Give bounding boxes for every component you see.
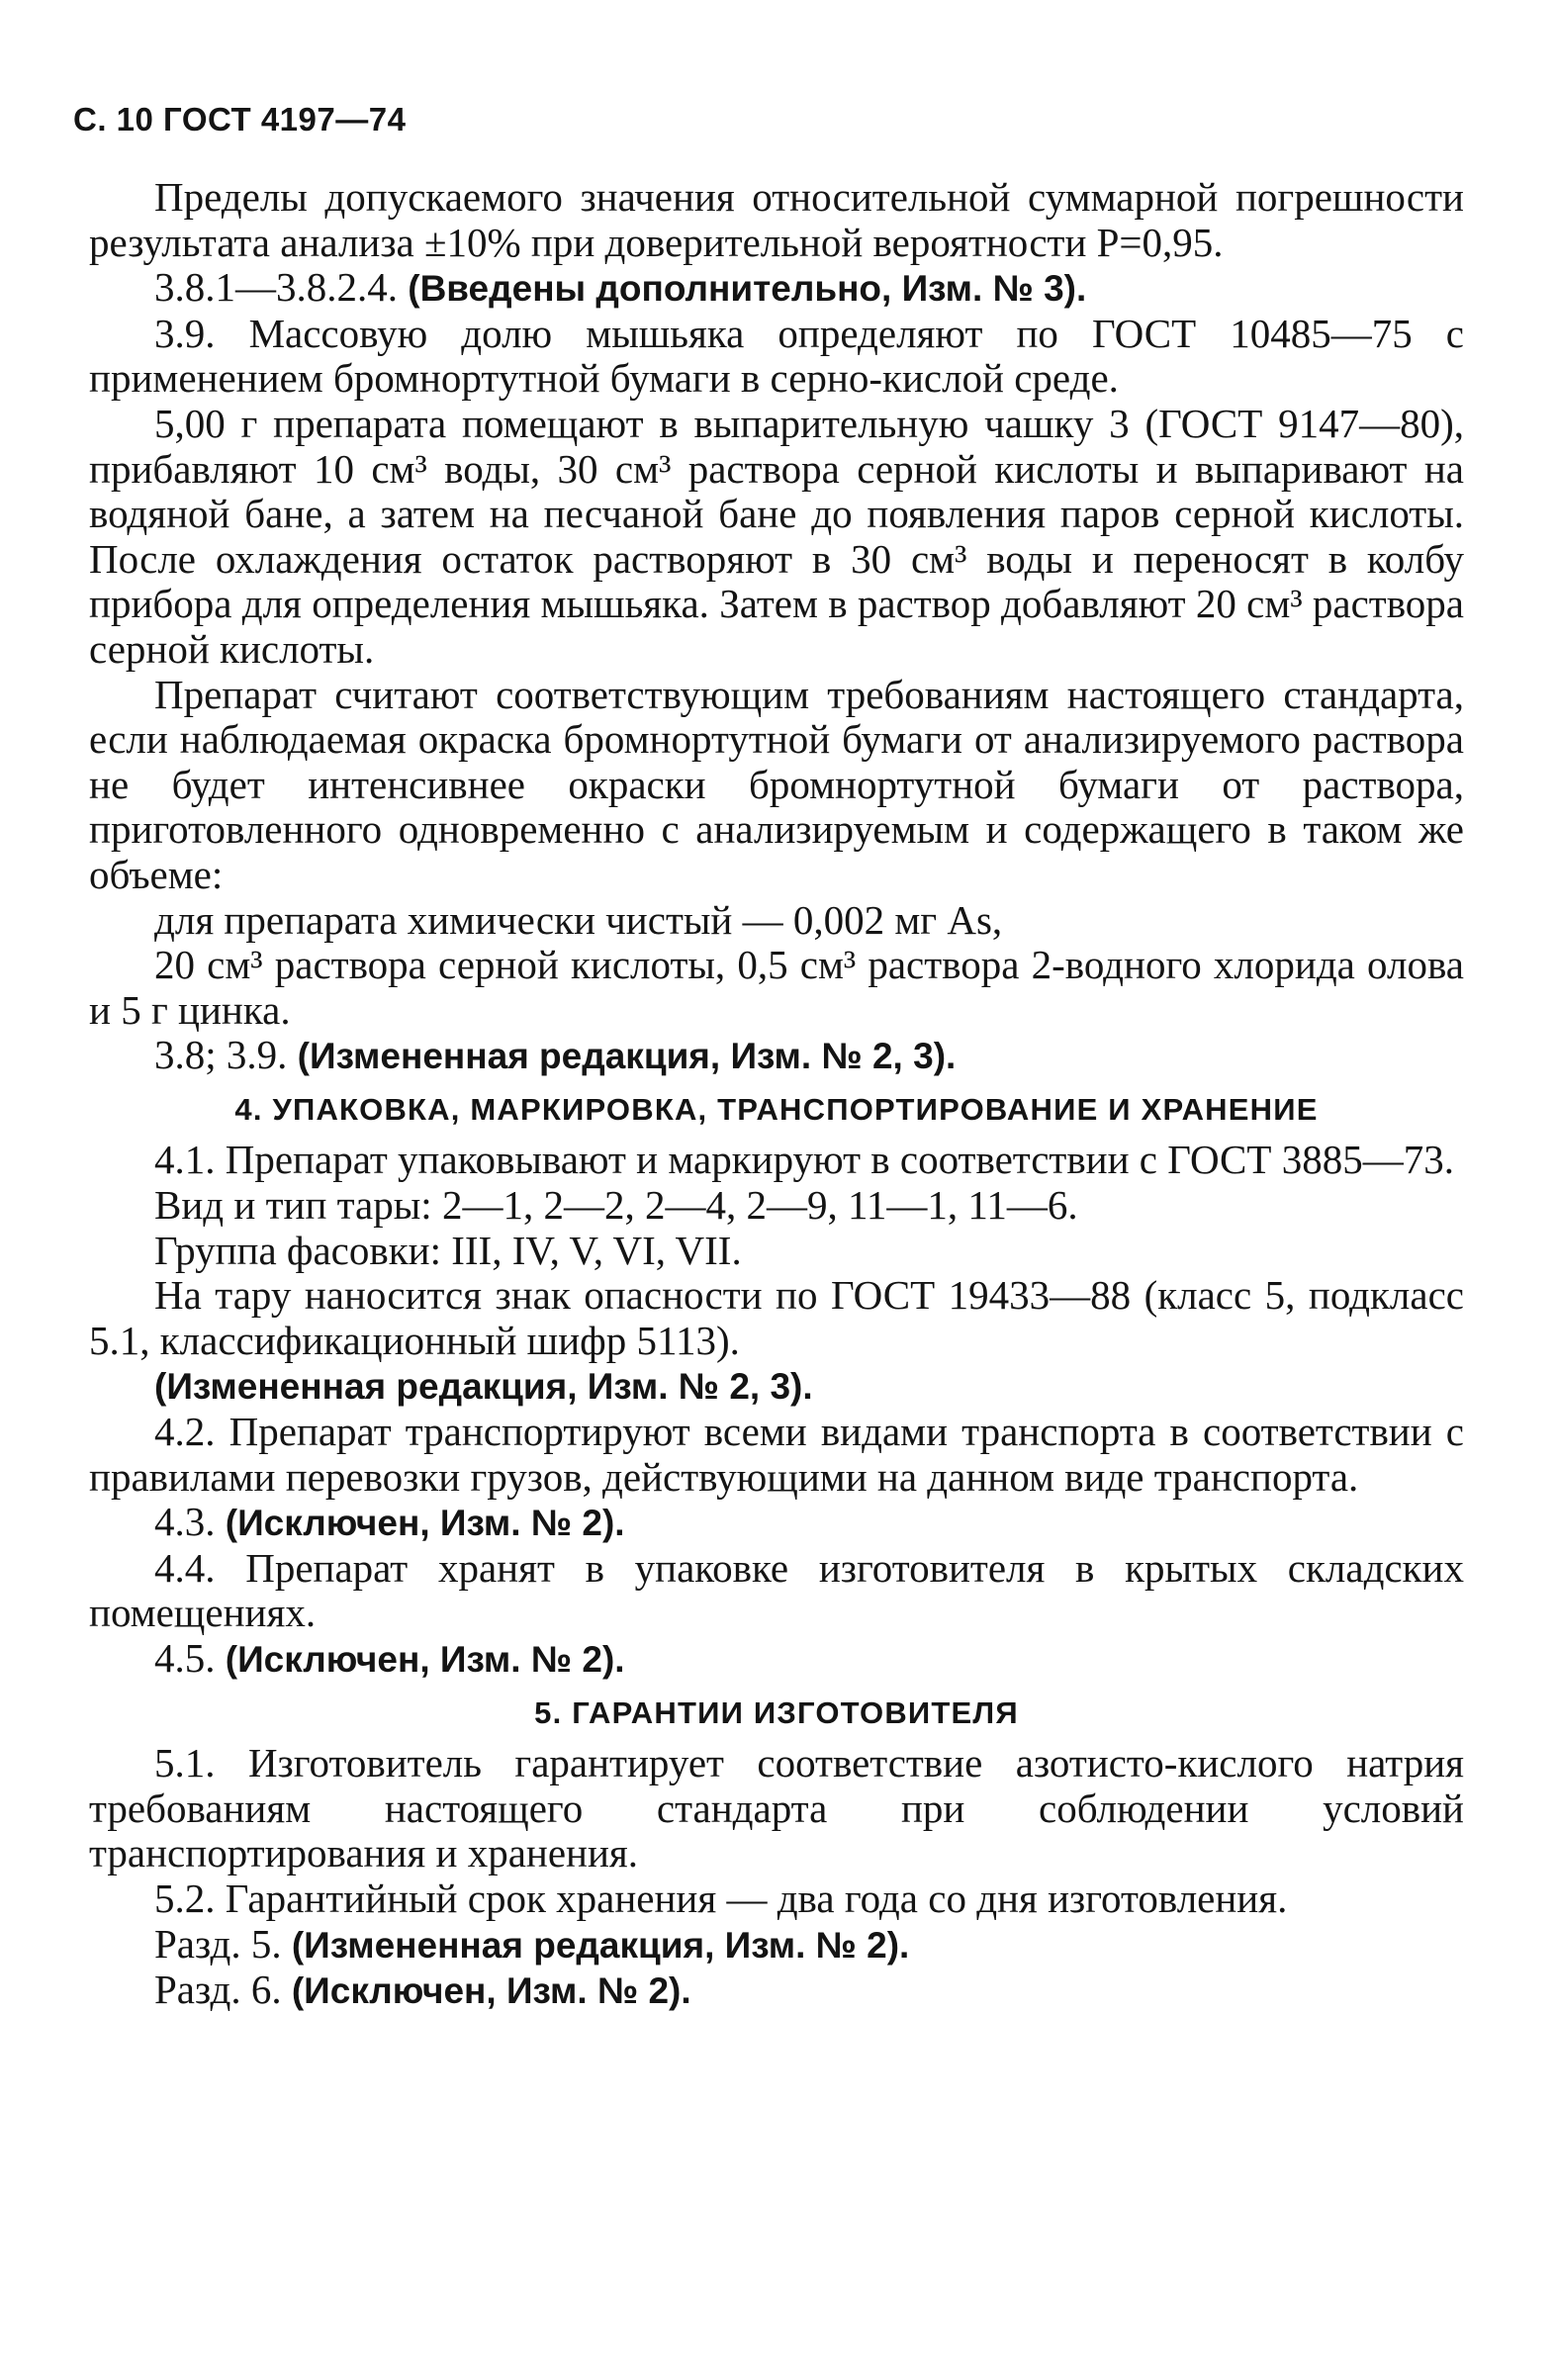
paragraph-introduced-note bbox=[89, 265, 1464, 312]
paragraph-arsenic-method: 3.9. Массовую долю мышьяка определяют по ГОСТ 10485—75 с применением бромнортутной бумаги в серно-кислой среде. bbox=[89, 310, 1464, 402]
paragraph-arsenic-limit: для препарата химически чистый — 0,002 мг As, bbox=[154, 896, 1003, 943]
paragraph-5-2: 5.2. Гарантийный срок хранения — два года со дня изготовления. bbox=[154, 1875, 1288, 1921]
paragraph-4-2: 4.2. Препарат транспортируют всеми видами транспорта в соответствии с правилами перевозки грузов, действующими на данном виде транспорта. bbox=[89, 1409, 1464, 1500]
clause-number: Разд. 5. bbox=[154, 1920, 292, 1967]
paragraph-revised-note bbox=[89, 1033, 1464, 1079]
clause-number: 4.5. bbox=[154, 1635, 226, 1681]
amendment-note: (Исключен, Изм. № 2). bbox=[225, 1639, 625, 1680]
paragraph-5-1: 5.1. Изготовитель гарантирует соответствие азотисто-кислого натрия требованиям настоящего стандарта при соблюдении условий транспортирования и хранения. bbox=[89, 1740, 1464, 1877]
amendment-note: (Измененная редакция, Изм. № 2). bbox=[291, 1924, 910, 1966]
page-header: С. 10 ГОСТ 4197—74 bbox=[73, 101, 407, 137]
paragraph-error-limits: Пределы допускаемого значения относительной суммарной погрешности результата анализа ±10% при доверительной вероятности Р=0,95. bbox=[89, 174, 1464, 265]
amendment-note: (Измененная редакция, Изм. № 2, 3). bbox=[297, 1036, 957, 1077]
document-body bbox=[89, 175, 1464, 2014]
paragraph-compliance-criteria: Препарат считают соответствующим требованиям настоящего стандарта, если наблюдаемая окраска бромнортутной бумаги от анализируемого раствора не будет интенсивнее окраски бромнортутной бумаги от раствора, приготовленного одновременно с анализируемым и содержащего в таком же объеме: bbox=[89, 671, 1464, 897]
clause-number: 3.8; 3.9. bbox=[154, 1032, 298, 1078]
amendment-note: (Введены дополнительно, Изм. № 3). bbox=[408, 268, 1087, 310]
paragraph-revised-note-4 bbox=[89, 1363, 1464, 1410]
amendment-note: (Исключен, Изм. № 2). bbox=[225, 1503, 625, 1544]
clause-number: 3.8.1—3.8.2.4. bbox=[154, 264, 409, 311]
paragraph-section-5-note bbox=[89, 1922, 1464, 1968]
paragraph-packing-groups: Группа фасовки: III, IV, V, VI, VII. bbox=[154, 1227, 742, 1273]
paragraph-4-4: 4.4. Препарат хранят в упаковке изготовителя в крытых складских помещениях. bbox=[89, 1544, 1464, 1636]
section-4-heading: 4. УПАКОВКА, МАРКИРОВКА, ТРАНСПОРТИРОВАНИЕ И ХРАНЕНИЕ bbox=[234, 1091, 1319, 1127]
paragraph-section-6-note bbox=[89, 1968, 1464, 2014]
paragraph-4-3 bbox=[89, 1500, 1464, 1546]
amendment-note: (Измененная редакция, Изм. № 2, 3). bbox=[154, 1366, 813, 1408]
paragraph-container-types: Вид и тип тары: 2—1, 2—2, 2—4, 2—9, 11—1, 11—6. bbox=[154, 1182, 1078, 1229]
section-5-heading: 5. ГАРАНТИИ ИЗГОТОВИТЕЛЯ bbox=[534, 1694, 1019, 1730]
clause-number: 4.3. bbox=[154, 1499, 226, 1545]
amendment-note: (Исключен, Изм. № 2). bbox=[291, 1970, 691, 2012]
paragraph-hazard-sign: На тару наносится знак опасности по ГОСТ 19433—88 (класс 5, подкласс 5.1, классификационный шифр 5113). bbox=[89, 1272, 1464, 1363]
paragraph-4-5 bbox=[89, 1636, 1464, 1683]
paragraph-sample-preparation: 5,00 г препарата помещают в выпарительную чашку 3 (ГОСТ 9147—80), прибавляют 10 см³ воды, 30 см³ раствора серной кислоты и выпаривают на водяной бане, а затем на песчаной бане до появления паров серной кислоты. После охлаждения остаток растворяют в 30 см³ воды и переносят в колбу прибора для определения мышьяка. Затем в раствор добавляют 20 см³ раствора серной кислоты. bbox=[89, 400, 1464, 672]
clause-number: Разд. 6. bbox=[154, 1967, 292, 2013]
paragraph-reagents: 20 см³ раствора серной кислоты, 0,5 см³ раствора 2-водного хлорида олова и 5 г цинка. bbox=[89, 942, 1464, 1033]
paragraph-4-1: 4.1. Препарат упаковывают и маркируют в соответствии с ГОСТ 3885—73. bbox=[154, 1137, 1454, 1183]
